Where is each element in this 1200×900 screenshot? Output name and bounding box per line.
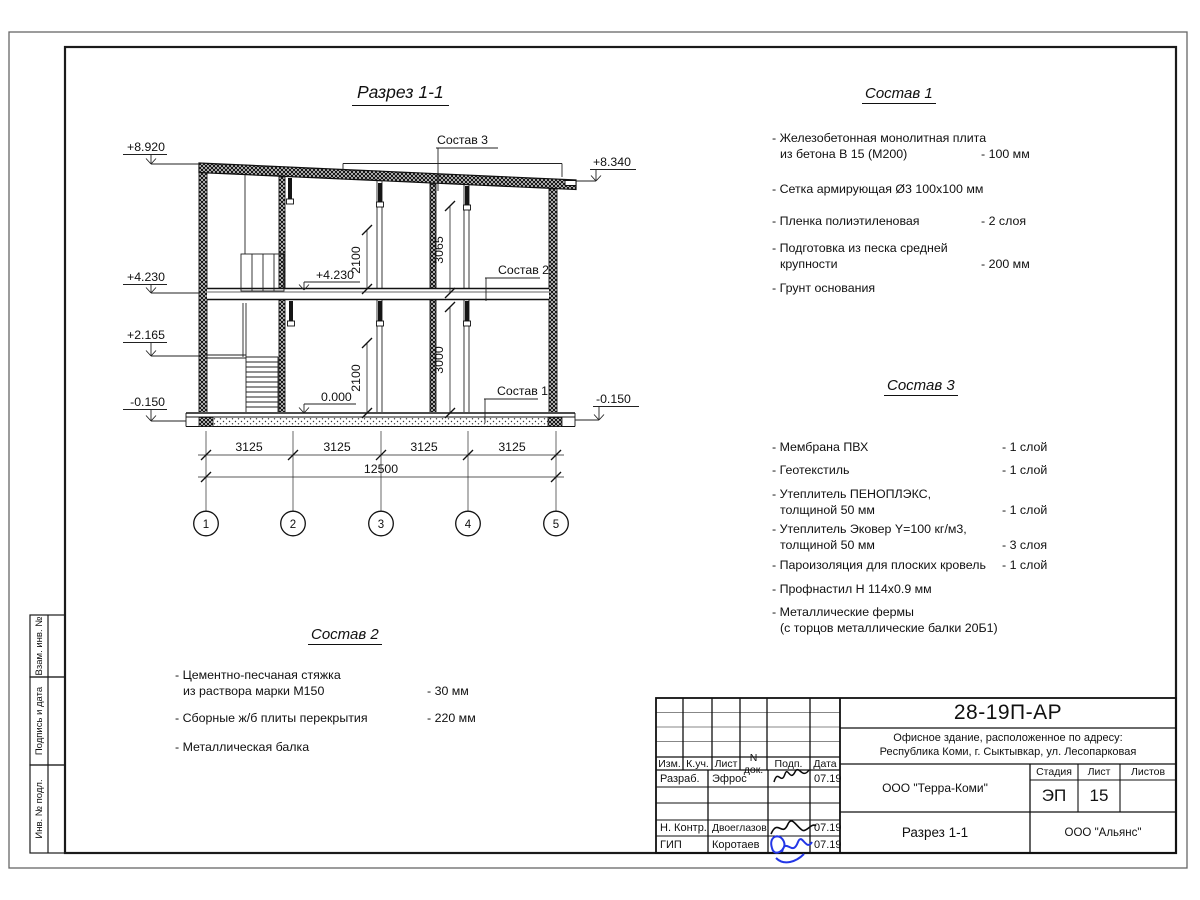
elev-m0150-left: -0.150 [130, 395, 165, 409]
row-nkontr-role: Н. Контр. [660, 822, 707, 834]
row-razrab-name: Эфрос [712, 772, 747, 785]
spec-item [772, 487, 1092, 518]
dim-12500: 12500 [363, 462, 399, 476]
spec-value: - 2 слоя [981, 213, 1027, 228]
sheet-number: 15 [1089, 786, 1109, 805]
stage-label: Стадия [1036, 766, 1072, 778]
row-nkontr-name: Двоеглазов [712, 822, 767, 834]
col-data: Дата [813, 757, 837, 770]
sostav2-list [175, 668, 505, 755]
sheet-label: Лист [1087, 766, 1111, 778]
ref-sostav2: Состав 2 [498, 263, 549, 277]
side-strip-label: Взам. инв. № [34, 616, 45, 676]
spec-line: из бетона В 15 (М200) [780, 146, 908, 161]
dim-3125: 3125 [498, 440, 526, 454]
signature-gip [771, 836, 812, 862]
dim-3125: 3125 [323, 440, 351, 454]
col-kuch: К.уч. [686, 757, 709, 770]
spec-line: - Подготовка из песка средней [772, 241, 948, 255]
signature-nkontr [771, 821, 816, 834]
vertical-dims [349, 201, 455, 418]
ref-sostav3: Состав 3 [437, 133, 488, 147]
spec-line: - Утеплитель ПЕНОПЛЭКС, [772, 487, 932, 501]
spec-line: - Утеплитель Эковер Y=100 кг/м3, [772, 522, 967, 536]
spec-value: - 1 слой [1002, 463, 1048, 477]
elev-0000-internal: 0.000 [321, 390, 352, 404]
spec-line: из раствора марки М150 [183, 683, 325, 698]
ref-leaders [343, 148, 562, 423]
spec-item [772, 440, 1092, 456]
row-gip-role: ГИП [660, 839, 682, 851]
spec-item [772, 605, 1092, 636]
spec-value: - 220 мм [427, 711, 476, 725]
spec-value: - 1 слой [1002, 440, 1048, 454]
spec-line: толщиной 50 мм [780, 537, 875, 552]
axis-1: 1 [202, 519, 210, 531]
spec-line: - Грунт основания [772, 281, 876, 295]
spec-value: - 30 мм [427, 683, 469, 698]
spec-line: - Пароизоляция для плоских кровель [772, 558, 986, 572]
stage-value: ЭП [1041, 786, 1067, 805]
spec-item [772, 522, 1092, 553]
spec-item [175, 711, 505, 727]
col-podp: Подп. [774, 757, 803, 770]
col-izm: Изм. [658, 757, 681, 770]
dim-2100-lower: 2100 [349, 364, 363, 392]
spec-item [175, 740, 505, 756]
axis-3: 3 [377, 519, 385, 531]
row-razrab-role: Разраб. [660, 772, 700, 785]
row-nkontr-date: 07.19 [814, 822, 842, 834]
spec-line: - Металлическая балка [175, 739, 310, 754]
elev-4230-internal: +4.230 [316, 268, 354, 282]
row-razrab-date: 07.19 [814, 772, 842, 785]
floor-slab [207, 288, 549, 300]
elev-8920: +8.920 [127, 140, 165, 154]
axis-4: 4 [464, 519, 472, 531]
spec-item [772, 463, 1092, 479]
ref-sostav1: Состав 1 [497, 384, 548, 398]
project-address-line1: Офисное здание, расположенное по адресу: [893, 732, 1123, 744]
col-ndok: N док. [743, 751, 764, 776]
side-strip-label: Инв. № подл. [34, 779, 45, 839]
elev-8340: +8.340 [593, 155, 631, 169]
axis-5: 5 [552, 519, 560, 531]
spec-item [772, 241, 1072, 272]
spec-item [772, 281, 1072, 297]
spec-item [772, 214, 1072, 230]
spec-line: - Металлические фермы [772, 605, 914, 619]
dim-3065: 3065 [432, 236, 446, 264]
contractor-name: ООО "Альянс" [1064, 826, 1142, 839]
spec-item [175, 668, 505, 699]
spec-line: крупности [780, 256, 838, 271]
grid-bubbles [194, 511, 569, 536]
axis-2: 2 [289, 519, 297, 531]
drawing-name: Разрез 1-1 [901, 825, 969, 840]
spec-value: - 3 слоя [1002, 537, 1048, 552]
signature-razrab [774, 770, 809, 782]
spec-item [772, 582, 1092, 598]
spec-line: - Профнастил Н 114х0.9 мм [772, 582, 932, 596]
ground-slab [186, 412, 575, 427]
spec-line: - Мембрана ПВХ [772, 440, 869, 454]
sostav3-heading: Состав 3 [884, 377, 958, 396]
row-gip-name: Коротаев [712, 839, 760, 851]
spec-value: - 200 мм [981, 256, 1030, 271]
spec-line: - Сетка армирующая Ø3 100х100 мм [772, 182, 984, 196]
sostav1-heading: Состав 1 [862, 85, 936, 104]
section-drawing [123, 133, 639, 536]
section-title: Разрез 1-1 [352, 82, 449, 106]
spec-line: - Пленка полиэтиленовая [772, 213, 920, 228]
sostav3-list [772, 440, 1092, 636]
org-name: ООО "Терра-Коми" [882, 781, 988, 795]
elev-4230-left: +4.230 [127, 270, 165, 284]
spec-line: (с торцов металлические балки 20Б1) [780, 620, 998, 635]
dim-2100-upper: 2100 [349, 246, 363, 274]
spec-line: - Геотекстиль [772, 463, 850, 477]
staircase [205, 254, 284, 412]
spec-line: толщиной 50 мм [780, 502, 875, 517]
spec-item [772, 182, 1072, 198]
dim-3125: 3125 [410, 440, 438, 454]
spec-line: - Сборные ж/б плиты перекрытия [175, 711, 368, 725]
spec-item [772, 558, 1092, 574]
elev-2165: +2.165 [127, 328, 165, 342]
col-list: Лист [714, 757, 738, 770]
row-gip-date: 07.19 [814, 839, 842, 851]
dim-3125: 3125 [235, 440, 263, 454]
sostav2-heading: Состав 2 [308, 626, 382, 645]
spec-line: - Цементно-песчаная стяжка [175, 668, 341, 682]
doc-number: 28-19П-АР [953, 701, 1063, 724]
dim-3000: 3000 [432, 346, 446, 374]
roof [199, 163, 576, 190]
sheets-label: Листов [1130, 766, 1166, 778]
elev-m0150-right: -0.150 [596, 392, 631, 406]
spec-value: - 100 мм [981, 146, 1030, 161]
spec-value: - 1 слой [1002, 558, 1048, 572]
spec-line: - Железобетонная монолитная плита [772, 131, 987, 145]
spec-item [772, 131, 1072, 162]
side-strip-label: Подпись и дата [34, 686, 45, 756]
sheets-total [1120, 780, 1176, 812]
project-address-line2: Республика Коми, г. Сыктывкар, ул. Лесопарковая [879, 746, 1137, 758]
sostav1-list [772, 131, 1072, 297]
spec-value: - 1 слой [1002, 502, 1048, 517]
